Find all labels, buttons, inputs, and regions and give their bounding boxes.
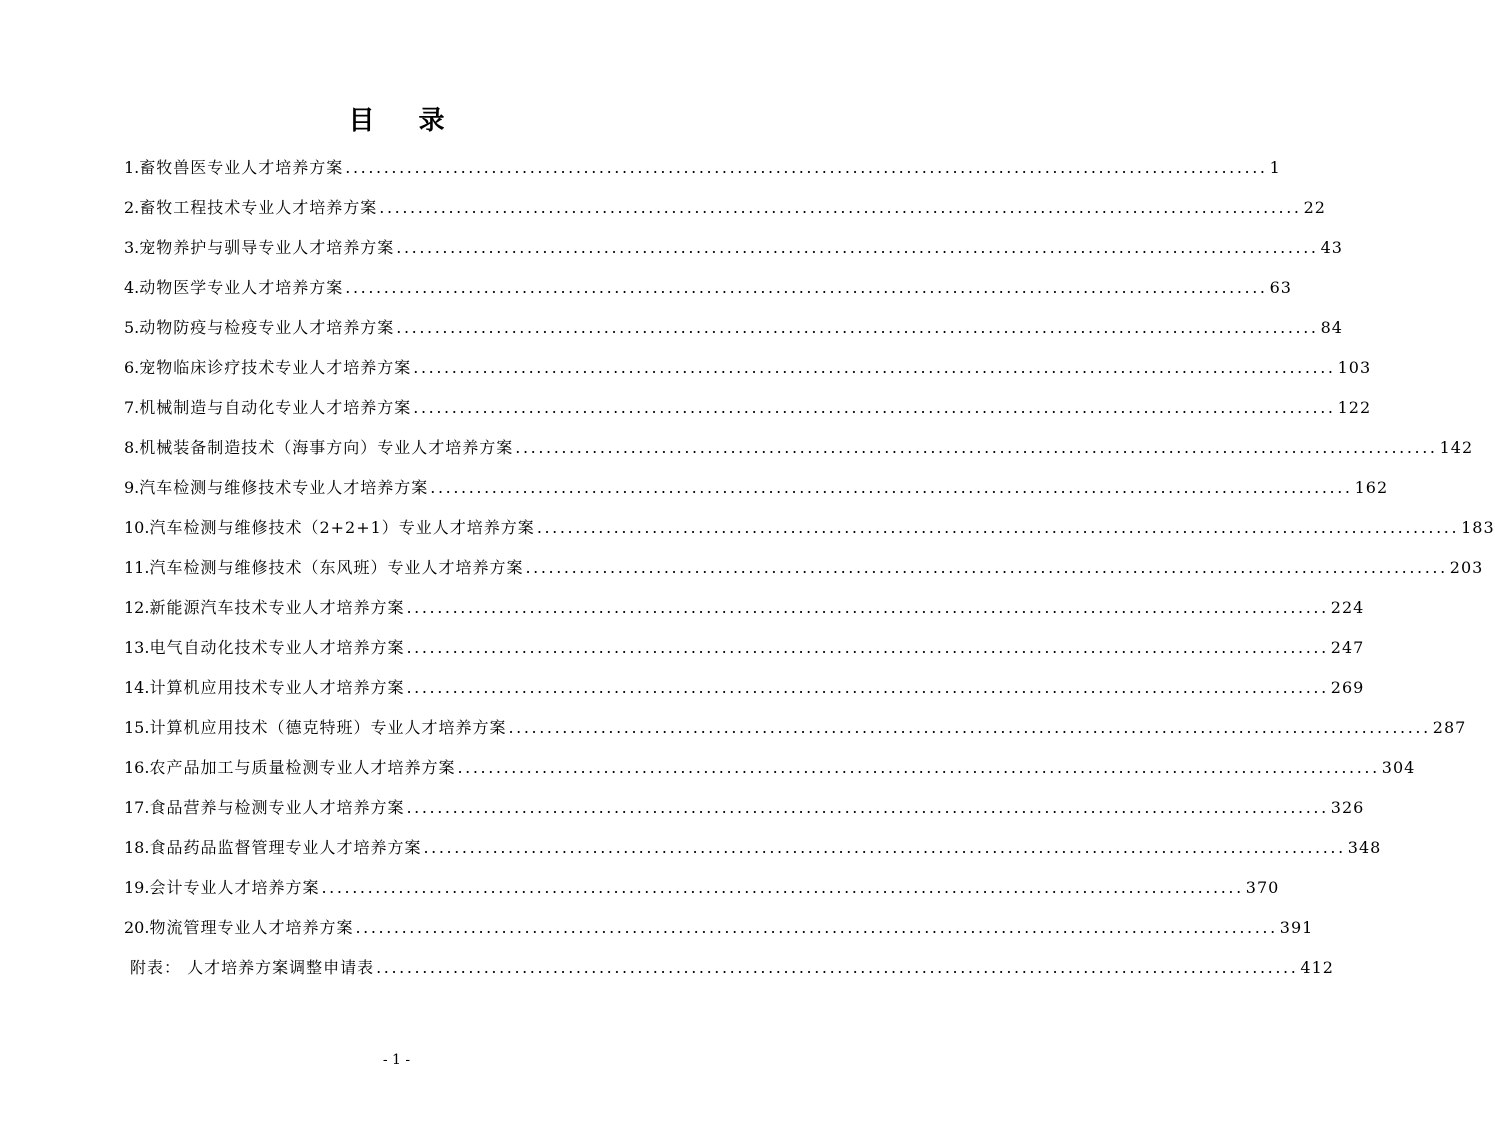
- toc-entry-page: 247: [1330, 638, 1365, 657]
- toc-dot-leader: ........................................................................................................................: [457, 758, 1380, 777]
- toc-entry-number: 5.: [124, 318, 140, 337]
- toc-entry-number: 11.: [124, 558, 150, 577]
- toc-dot-leader: ........................................................................................................................: [321, 878, 1244, 897]
- toc-entry-number: 10.: [124, 518, 150, 537]
- toc-entry[interactable]: [124, 348, 1372, 388]
- toc-entry-label: 宠物养护与驯导专业人才培养方案: [139, 238, 395, 257]
- toc-entry-page: 103: [1337, 358, 1372, 377]
- toc-entry-number: 2.: [124, 198, 140, 217]
- toc-entry-label: 机械装备制造技术（海事方向）专业人才培养方案: [139, 438, 514, 457]
- toc-entry-label: 畜牧兽医专业人才培养方案: [139, 158, 344, 177]
- toc-dot-leader: ........................................................................................................................: [430, 478, 1353, 497]
- toc-dot-leader: ........................................................................................................................: [376, 958, 1299, 977]
- toc-entry-label: 会计专业人才培养方案: [149, 878, 320, 897]
- toc-dot-leader: ........................................................................................................................: [379, 198, 1302, 217]
- toc-entry[interactable]: [124, 908, 1314, 948]
- toc-entry-label: 汽车检测与维修技术（东风班）专业人才培养方案: [149, 558, 524, 577]
- toc-dot-leader: ........................................................................................................................: [406, 678, 1329, 697]
- toc-entry-label: 新能源汽车技术专业人才培养方案: [149, 598, 405, 617]
- table-of-contents: [124, 148, 1495, 988]
- title-char-2: 录: [418, 106, 445, 136]
- toc-dot-leader: ........................................................................................................................: [396, 318, 1319, 337]
- toc-entry-page: 183: [1461, 518, 1495, 537]
- toc-entry-label: 汽车检测与维修技术（2+2+1）专业人才培养方案: [149, 518, 535, 537]
- toc-entry-label: 汽车检测与维修技术专业人才培养方案: [139, 478, 429, 497]
- toc-entry-page: 348: [1347, 838, 1382, 857]
- toc-entry-page: 122: [1337, 398, 1372, 417]
- toc-entry-number: 9.: [124, 478, 140, 497]
- toc-dot-leader: ........................................................................................................................: [345, 278, 1268, 297]
- toc-entry-label: 畜牧工程技术专业人才培养方案: [139, 198, 378, 217]
- toc-dot-leader: ........................................................................................................................: [515, 438, 1438, 457]
- toc-entry[interactable]: [124, 468, 1389, 508]
- toc-entry-number: 18.: [124, 838, 150, 857]
- toc-entry[interactable]: [124, 148, 1281, 188]
- toc-entry-label: 计算机应用技术专业人才培养方案: [149, 678, 405, 697]
- toc-entry-page: 162: [1354, 478, 1389, 497]
- toc-entry-page: 412: [1300, 958, 1334, 977]
- toc-dot-leader: ........................................................................................................................: [413, 358, 1336, 377]
- toc-dot-leader: ........................................................................................................................: [406, 598, 1329, 617]
- toc-entry-number: 3.: [124, 238, 140, 257]
- toc-entry-page: 224: [1330, 598, 1365, 617]
- toc-entry-number: 17.: [124, 798, 150, 817]
- toc-appendix-entry[interactable]: [124, 948, 1334, 988]
- toc-entry-page: 370: [1245, 878, 1280, 897]
- toc-entry-label: 食品药品监督管理专业人才培养方案: [149, 838, 422, 857]
- toc-dot-leader: ........................................................................................................................: [413, 398, 1336, 417]
- toc-dot-leader: ........................................................................................................................: [525, 558, 1448, 577]
- toc-entry-label: 机械制造与自动化专业人才培养方案: [139, 398, 412, 417]
- toc-entry-page: 304: [1381, 758, 1416, 777]
- toc-entry[interactable]: [124, 388, 1372, 428]
- toc-entry-page: 287: [1432, 718, 1467, 737]
- toc-entry-label: 电气自动化技术专业人才培养方案: [149, 638, 405, 657]
- toc-entry-number: 14.: [124, 678, 150, 697]
- toc-entry-page: 391: [1279, 918, 1314, 937]
- toc-entry-page: 326: [1330, 798, 1365, 817]
- toc-entry-number: 16.: [124, 758, 150, 777]
- toc-entry[interactable]: [124, 268, 1292, 308]
- toc-entry-page: 43: [1320, 238, 1343, 257]
- toc-entry[interactable]: [124, 508, 1495, 548]
- title-char-1: 目: [348, 106, 375, 136]
- toc-entry[interactable]: [124, 628, 1365, 668]
- toc-entry-number: 7.: [124, 398, 140, 417]
- toc-entry-number: 20.: [124, 918, 150, 937]
- toc-dot-leader: ........................................................................................................................: [508, 718, 1431, 737]
- toc-dot-leader: ........................................................................................................................: [406, 638, 1329, 657]
- toc-entry[interactable]: [124, 748, 1416, 788]
- page-title: [0, 100, 793, 137]
- toc-entry-label: 计算机应用技术（德克特班）专业人才培养方案: [149, 718, 507, 737]
- toc-entry-page: 84: [1320, 318, 1343, 337]
- toc-entry[interactable]: [124, 188, 1326, 228]
- toc-entry-label: 动物医学专业人才培养方案: [139, 278, 344, 297]
- toc-dot-leader: ........................................................................................................................: [406, 798, 1329, 817]
- toc-entry[interactable]: [124, 228, 1343, 268]
- toc-entry-number: 15.: [124, 718, 150, 737]
- toc-entry[interactable]: [124, 548, 1484, 588]
- toc-dot-leader: ........................................................................................................................: [536, 518, 1460, 537]
- toc-dot-leader: ........................................................................................................................: [355, 918, 1278, 937]
- toc-entry[interactable]: [124, 788, 1365, 828]
- toc-entry-page: 269: [1330, 678, 1365, 697]
- toc-entry-label: 动物防疫与检疫专业人才培养方案: [139, 318, 395, 337]
- toc-entry-label: 农产品加工与质量检测专业人才培养方案: [149, 758, 456, 777]
- toc-dot-leader: ........................................................................................................................: [423, 838, 1346, 857]
- toc-entry-page: 1: [1269, 158, 1281, 177]
- toc-dot-leader: ........................................................................................................................: [345, 158, 1268, 177]
- toc-entry-number: 6.: [124, 358, 140, 377]
- toc-entry-number: 8.: [124, 438, 140, 457]
- toc-entry-label: 食品营养与检测专业人才培养方案: [149, 798, 405, 817]
- page-number-footer: - 1 -: [382, 1052, 411, 1068]
- toc-entry-number: 1.: [124, 158, 140, 177]
- toc-entry-number: 19.: [124, 878, 150, 897]
- toc-entry-page: 63: [1269, 278, 1292, 297]
- toc-entry[interactable]: [124, 828, 1382, 868]
- toc-entry-page: 142: [1439, 438, 1474, 457]
- toc-entry[interactable]: [124, 668, 1365, 708]
- toc-entry-number: 12.: [124, 598, 150, 617]
- toc-entry[interactable]: [124, 428, 1474, 468]
- toc-entry[interactable]: [124, 708, 1467, 748]
- toc-dot-leader: ........................................................................................................................: [396, 238, 1319, 257]
- toc-entry[interactable]: [124, 588, 1365, 628]
- toc-entry-label: 附表： 人才培养方案调整申请表: [130, 958, 375, 977]
- toc-entry-page: 203: [1449, 558, 1484, 577]
- toc-entry-page: 22: [1303, 198, 1326, 217]
- toc-entry[interactable]: [124, 868, 1280, 908]
- toc-entry-label: 物流管理专业人才培养方案: [149, 918, 354, 937]
- toc-entry-number: 4.: [124, 278, 140, 297]
- toc-entry[interactable]: [124, 308, 1343, 348]
- toc-entry-number: 13.: [124, 638, 150, 657]
- toc-entry-label: 宠物临床诊疗技术专业人才培养方案: [139, 358, 412, 377]
